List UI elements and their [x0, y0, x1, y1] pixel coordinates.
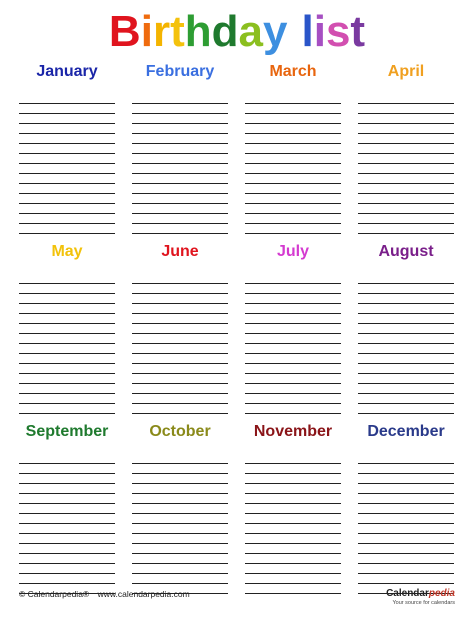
entry-line[interactable] — [245, 204, 341, 214]
page-title — [0, 6, 474, 58]
entry-line[interactable] — [132, 194, 228, 204]
entry-line[interactable] — [245, 454, 341, 464]
title-letter: i — [140, 7, 153, 56]
entry-line[interactable] — [132, 524, 228, 534]
entry-line[interactable] — [19, 374, 115, 384]
entry-line[interactable] — [245, 554, 341, 564]
entry-line[interactable] — [245, 274, 341, 284]
entry-line[interactable] — [245, 114, 341, 124]
entry-line[interactable] — [245, 334, 341, 344]
entry-line[interactable] — [358, 314, 454, 324]
entry-line[interactable] — [19, 534, 115, 544]
entry-line[interactable] — [358, 324, 454, 334]
entry-lines — [19, 274, 115, 414]
entry-line[interactable] — [245, 294, 341, 304]
entry-line[interactable] — [132, 304, 228, 314]
title-letter: r — [152, 7, 171, 56]
entry-line[interactable] — [19, 324, 115, 334]
entry-line[interactable] — [19, 94, 115, 104]
entry-line[interactable] — [358, 474, 454, 484]
entry-line[interactable] — [245, 474, 341, 484]
entry-line[interactable] — [358, 174, 454, 184]
entry-line[interactable] — [358, 334, 454, 344]
month-heading: October — [149, 423, 211, 440]
month-heading: May — [51, 243, 83, 260]
copyright-text: © Calendarpedia® — [19, 589, 90, 599]
entry-line[interactable] — [132, 464, 228, 474]
entry-line[interactable] — [132, 294, 228, 304]
entry-line[interactable] — [358, 534, 454, 544]
entry-lines — [358, 274, 454, 414]
entry-line[interactable] — [132, 504, 228, 514]
entry-line[interactable] — [132, 94, 228, 104]
entry-line[interactable] — [245, 524, 341, 534]
entry-line[interactable] — [19, 154, 115, 164]
entry-line[interactable] — [245, 384, 341, 394]
entry-line[interactable] — [245, 584, 341, 594]
month-heading: November — [253, 423, 333, 440]
brand-name-prefix: Calendar — [386, 588, 429, 599]
entry-line[interactable] — [245, 104, 341, 114]
entry-line[interactable] — [132, 224, 228, 234]
month-section-december — [358, 420, 454, 594]
entry-line[interactable] — [19, 404, 115, 414]
brand-name-suffix: pedia — [428, 588, 455, 599]
entry-lines — [245, 274, 341, 414]
entry-line[interactable] — [132, 114, 228, 124]
entry-line[interactable] — [358, 454, 454, 464]
entry-line[interactable] — [358, 154, 454, 164]
brand-logo — [386, 588, 455, 607]
entry-line[interactable] — [132, 214, 228, 224]
entry-line[interactable] — [132, 124, 228, 134]
entry-line[interactable] — [245, 544, 341, 554]
entry-lines — [19, 454, 115, 594]
entry-line[interactable] — [19, 484, 115, 494]
entry-line[interactable] — [19, 454, 115, 464]
entry-line[interactable] — [358, 144, 454, 154]
month-section-february — [132, 60, 228, 234]
entry-line[interactable] — [132, 534, 228, 544]
entry-lines — [132, 454, 228, 594]
entry-line[interactable] — [245, 364, 341, 374]
entry-line[interactable] — [245, 304, 341, 314]
entry-line[interactable] — [19, 214, 115, 224]
entry-line[interactable] — [245, 504, 341, 514]
entry-line[interactable] — [358, 464, 454, 474]
entry-line[interactable] — [245, 134, 341, 144]
entry-line[interactable] — [358, 544, 454, 554]
entry-line[interactable] — [19, 464, 115, 474]
title-letter: d — [211, 7, 239, 56]
entry-line[interactable] — [245, 534, 341, 544]
entry-line[interactable] — [132, 354, 228, 364]
website-url: www.calendarpedia.com — [97, 589, 190, 599]
entry-line[interactable] — [132, 104, 228, 114]
month-heading: April — [387, 63, 425, 80]
entry-line[interactable] — [245, 354, 341, 364]
month-heading: September — [25, 423, 109, 440]
entry-line[interactable] — [358, 504, 454, 514]
entry-line[interactable] — [245, 174, 341, 184]
entry-line[interactable] — [245, 164, 341, 174]
entry-line[interactable] — [358, 104, 454, 114]
entry-line[interactable] — [19, 364, 115, 374]
entry-line[interactable] — [245, 144, 341, 154]
entry-line[interactable] — [19, 274, 115, 284]
title-letter: a — [238, 7, 263, 56]
entry-line[interactable] — [358, 524, 454, 534]
entry-line[interactable] — [245, 484, 341, 494]
entry-lines — [132, 274, 228, 414]
entry-line[interactable] — [19, 164, 115, 174]
entry-line[interactable] — [19, 514, 115, 524]
entry-line[interactable] — [358, 344, 454, 354]
entry-line[interactable] — [358, 494, 454, 504]
entry-line[interactable] — [132, 284, 228, 294]
title-letter: t — [350, 7, 366, 56]
month-section-august — [358, 240, 454, 414]
entry-line[interactable] — [132, 514, 228, 524]
entry-line[interactable] — [358, 374, 454, 384]
month-section-july — [245, 240, 341, 414]
month-row — [19, 420, 455, 592]
entry-line[interactable] — [19, 224, 115, 234]
entry-line[interactable] — [132, 144, 228, 154]
month-section-june — [132, 240, 228, 414]
entry-line[interactable] — [358, 164, 454, 174]
entry-line[interactable] — [245, 494, 341, 504]
entry-line[interactable] — [19, 294, 115, 304]
entry-line[interactable] — [358, 384, 454, 394]
month-heading: June — [161, 243, 199, 260]
entry-line[interactable] — [19, 574, 115, 584]
entry-line[interactable] — [358, 404, 454, 414]
entry-line[interactable] — [358, 554, 454, 564]
brand-name — [386, 588, 455, 600]
entry-line[interactable] — [245, 564, 341, 574]
title-letter: t — [170, 7, 185, 56]
entry-line[interactable] — [245, 154, 341, 164]
entry-line[interactable] — [132, 274, 228, 284]
entry-line[interactable] — [245, 284, 341, 294]
entry-line[interactable] — [19, 184, 115, 194]
entry-line[interactable] — [358, 184, 454, 194]
entry-line[interactable] — [245, 404, 341, 414]
entry-line[interactable] — [358, 124, 454, 134]
entry-line[interactable] — [132, 164, 228, 174]
entry-line[interactable] — [132, 324, 228, 334]
title-letter: y — [262, 7, 288, 56]
entry-line[interactable] — [358, 484, 454, 494]
entry-line[interactable] — [132, 174, 228, 184]
entry-line[interactable] — [245, 314, 341, 324]
entry-line[interactable] — [19, 114, 115, 124]
entry-lines — [245, 94, 341, 234]
entry-line[interactable] — [358, 94, 454, 104]
entry-line[interactable] — [358, 204, 454, 214]
entry-line[interactable] — [245, 194, 341, 204]
entry-line[interactable] — [19, 284, 115, 294]
month-heading: March — [269, 63, 317, 80]
entry-line[interactable] — [245, 124, 341, 134]
entry-line[interactable] — [19, 334, 115, 344]
month-heading: February — [145, 63, 215, 80]
entry-line[interactable] — [132, 474, 228, 484]
title-letter: i — [313, 7, 326, 56]
entry-line[interactable] — [358, 114, 454, 124]
entry-line[interactable] — [19, 194, 115, 204]
entry-line[interactable] — [132, 544, 228, 554]
entry-line[interactable] — [132, 554, 228, 564]
month-section-march — [245, 60, 341, 234]
entry-line[interactable] — [245, 324, 341, 334]
entry-line[interactable] — [358, 364, 454, 374]
entry-line[interactable] — [245, 514, 341, 524]
entry-line[interactable] — [19, 524, 115, 534]
entry-lines — [358, 454, 454, 594]
entry-line[interactable] — [19, 104, 115, 114]
title-letter: h — [184, 7, 212, 56]
title-letter: B — [108, 7, 141, 56]
entry-line[interactable] — [132, 184, 228, 194]
entry-line[interactable] — [358, 294, 454, 304]
entry-line[interactable] — [245, 374, 341, 384]
month-row — [19, 240, 455, 412]
month-heading: July — [276, 243, 309, 260]
entry-line[interactable] — [19, 204, 115, 214]
entry-lines — [358, 94, 454, 234]
entry-line[interactable] — [358, 514, 454, 524]
entry-line[interactable] — [19, 504, 115, 514]
month-heading: January — [36, 63, 98, 80]
entry-line[interactable] — [132, 454, 228, 464]
entry-line[interactable] — [245, 94, 341, 104]
month-section-november — [245, 420, 341, 594]
entry-lines — [132, 94, 228, 234]
entry-line[interactable] — [132, 564, 228, 574]
entry-line[interactable] — [19, 354, 115, 364]
entry-line[interactable] — [19, 174, 115, 184]
entry-line[interactable] — [358, 274, 454, 284]
entry-line[interactable] — [132, 484, 228, 494]
footer — [19, 589, 196, 599]
month-section-september — [19, 420, 115, 594]
entry-line[interactable] — [245, 344, 341, 354]
entry-line[interactable] — [19, 314, 115, 324]
entry-line[interactable] — [358, 224, 454, 234]
entry-line[interactable] — [132, 314, 228, 324]
month-section-january — [19, 60, 115, 234]
entry-line[interactable] — [19, 564, 115, 574]
entry-line[interactable] — [19, 384, 115, 394]
entry-line[interactable] — [132, 344, 228, 354]
month-section-april — [358, 60, 454, 234]
entry-line[interactable] — [358, 354, 454, 364]
entry-line[interactable] — [245, 394, 341, 404]
entry-line[interactable] — [358, 214, 454, 224]
entry-lines — [245, 454, 341, 594]
entry-line[interactable] — [132, 374, 228, 384]
month-section-may — [19, 240, 115, 414]
entry-line[interactable] — [19, 144, 115, 154]
entry-line[interactable] — [19, 304, 115, 314]
entry-line[interactable] — [132, 204, 228, 214]
entry-line[interactable] — [132, 404, 228, 414]
month-section-october — [132, 420, 228, 594]
month-heading: December — [367, 423, 445, 440]
brand-tagline: Your source for calendars — [392, 600, 455, 606]
entry-line[interactable] — [132, 134, 228, 144]
entry-line[interactable] — [132, 334, 228, 344]
entry-line[interactable] — [358, 564, 454, 574]
title-letter: l — [301, 7, 314, 56]
entry-line[interactable] — [245, 224, 341, 234]
entry-line[interactable] — [245, 464, 341, 474]
entry-line[interactable] — [358, 574, 454, 584]
entry-line[interactable] — [132, 574, 228, 584]
entry-line[interactable] — [19, 494, 115, 504]
entry-line[interactable] — [132, 384, 228, 394]
entry-line[interactable] — [19, 344, 115, 354]
entry-line[interactable] — [358, 194, 454, 204]
entry-line[interactable] — [132, 364, 228, 374]
entry-line[interactable] — [245, 574, 341, 584]
month-row — [19, 60, 455, 232]
entry-line[interactable] — [19, 124, 115, 134]
entry-line[interactable] — [132, 494, 228, 504]
entry-line[interactable] — [245, 214, 341, 224]
month-heading: August — [378, 243, 434, 260]
entry-line[interactable] — [19, 474, 115, 484]
entry-line[interactable] — [245, 184, 341, 194]
entry-line[interactable] — [19, 544, 115, 554]
entry-line[interactable] — [358, 394, 454, 404]
entry-line[interactable] — [132, 154, 228, 164]
entry-line[interactable] — [132, 394, 228, 404]
entry-line[interactable] — [19, 134, 115, 144]
entry-line[interactable] — [19, 394, 115, 404]
entry-line[interactable] — [19, 554, 115, 564]
title-letter: s — [325, 7, 351, 56]
entry-lines — [19, 94, 115, 234]
entry-line[interactable] — [358, 134, 454, 144]
entry-line[interactable] — [358, 304, 454, 314]
entry-line[interactable] — [358, 284, 454, 294]
